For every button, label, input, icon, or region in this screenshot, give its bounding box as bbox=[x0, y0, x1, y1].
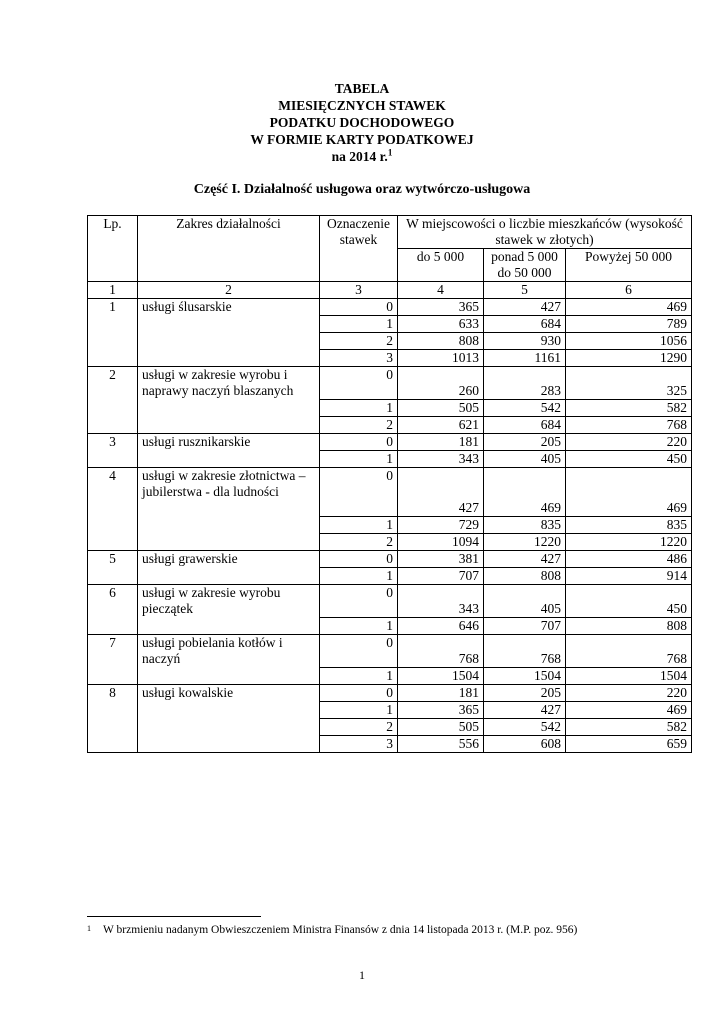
rate-value-cell: 427 bbox=[484, 551, 566, 568]
row-activity-name: usługi w zakresie wyrobu i naprawy naczyń blaszanych bbox=[138, 367, 320, 434]
rate-value-cell: 608 bbox=[484, 736, 566, 753]
header-zakres: Zakres działalności bbox=[138, 216, 320, 282]
row-lp: 6 bbox=[88, 585, 138, 635]
rate-code-cell: 2 bbox=[320, 534, 398, 551]
numbering-cell: 6 bbox=[566, 282, 692, 299]
title-line: PODATKU DOCHODOWEGO bbox=[269, 115, 455, 130]
table-row bbox=[88, 299, 692, 316]
row-lp: 8 bbox=[88, 685, 138, 753]
rate-value-cell: 1290 bbox=[566, 350, 692, 367]
title-year: na 2014 r. bbox=[331, 149, 388, 164]
rate-value-cell: 365 bbox=[398, 702, 484, 719]
rate-code-cell: 0 bbox=[320, 367, 398, 400]
rate-value-cell: 707 bbox=[398, 568, 484, 585]
rate-value-cell: 450 bbox=[566, 585, 692, 618]
rate-code-cell: 1 bbox=[320, 316, 398, 333]
rate-code-cell: 0 bbox=[320, 551, 398, 568]
rate-value-cell: 1220 bbox=[566, 534, 692, 551]
rate-value-cell: 505 bbox=[398, 719, 484, 736]
table-row bbox=[88, 434, 692, 451]
rate-value-cell: 220 bbox=[566, 434, 692, 451]
rate-value-cell: 381 bbox=[398, 551, 484, 568]
footnote-text: W brzmieniu nadanym Obwieszczeniem Ministra Finansów z dnia 14 listopada 2013 r. (M.P. poz. 956) bbox=[103, 924, 578, 936]
title-footnote-mark: 1 bbox=[387, 147, 393, 158]
row-activity-name: usługi w zakresie wyrobu pieczątek bbox=[138, 585, 320, 635]
rate-value-cell: 835 bbox=[484, 517, 566, 534]
rate-value-cell: 505 bbox=[398, 400, 484, 417]
rate-value-cell: 729 bbox=[398, 517, 484, 534]
header-col-a: do 5 000 bbox=[398, 249, 484, 282]
rate-code-cell: 1 bbox=[320, 568, 398, 585]
table-row bbox=[88, 635, 692, 668]
rate-code-cell: 2 bbox=[320, 719, 398, 736]
rate-value-cell: 405 bbox=[484, 451, 566, 468]
numbering-cell: 4 bbox=[398, 282, 484, 299]
title-line: W FORMIE KARTY PODATKOWEJ bbox=[250, 132, 474, 147]
row-activity-name: usługi kowalskie bbox=[138, 685, 320, 753]
rate-value-cell: 1094 bbox=[398, 534, 484, 551]
rate-value-cell: 930 bbox=[484, 333, 566, 350]
rate-value-cell: 181 bbox=[398, 434, 484, 451]
rate-value-cell: 1161 bbox=[484, 350, 566, 367]
rate-value-cell: 582 bbox=[566, 400, 692, 417]
rate-code-cell: 1 bbox=[320, 451, 398, 468]
rate-value-cell: 542 bbox=[484, 400, 566, 417]
row-lp: 7 bbox=[88, 635, 138, 685]
rate-value-cell: 1504 bbox=[398, 668, 484, 685]
rate-code-cell: 0 bbox=[320, 299, 398, 316]
rate-value-cell: 450 bbox=[566, 451, 692, 468]
rate-value-cell: 181 bbox=[398, 685, 484, 702]
rate-value-cell: 582 bbox=[566, 719, 692, 736]
rate-value-cell: 1220 bbox=[484, 534, 566, 551]
row-activity-name: usługi ślusarskie bbox=[138, 299, 320, 367]
rate-value-cell: 325 bbox=[566, 367, 692, 400]
rate-value-cell: 684 bbox=[484, 417, 566, 434]
section-subtitle: Część I. Działalność usługowa oraz wytwórczo-usługowa bbox=[193, 182, 531, 197]
rate-code-cell: 1 bbox=[320, 517, 398, 534]
rate-value-cell: 220 bbox=[566, 685, 692, 702]
rate-value-cell: 659 bbox=[566, 736, 692, 753]
rate-code-cell: 3 bbox=[320, 350, 398, 367]
row-lp: 4 bbox=[88, 468, 138, 551]
numbering-row bbox=[88, 282, 692, 299]
rates-table bbox=[87, 215, 692, 753]
row-lp: 2 bbox=[88, 367, 138, 434]
rate-value-cell: 405 bbox=[484, 585, 566, 618]
rate-value-cell: 469 bbox=[566, 299, 692, 316]
row-activity-name: usługi rusznikarskie bbox=[138, 434, 320, 468]
title-line: TABELA bbox=[334, 81, 390, 96]
rate-value-cell: 469 bbox=[566, 702, 692, 719]
rate-value-cell: 621 bbox=[398, 417, 484, 434]
page-number: 1 bbox=[359, 968, 365, 982]
rate-value-cell: 1013 bbox=[398, 350, 484, 367]
rate-value-cell: 365 bbox=[398, 299, 484, 316]
rate-code-cell: 0 bbox=[320, 585, 398, 618]
numbering-cell: 2 bbox=[138, 282, 320, 299]
rate-value-cell: 542 bbox=[484, 719, 566, 736]
rate-code-cell: 2 bbox=[320, 333, 398, 350]
footnote-rule bbox=[87, 916, 261, 917]
rate-code-cell: 1 bbox=[320, 702, 398, 719]
rate-value-cell: 427 bbox=[484, 702, 566, 719]
rate-value-cell: 1504 bbox=[566, 668, 692, 685]
rate-value-cell: 260 bbox=[398, 367, 484, 400]
rate-value-cell: 707 bbox=[484, 618, 566, 635]
rate-code-cell: 0 bbox=[320, 685, 398, 702]
row-lp: 5 bbox=[88, 551, 138, 585]
rate-code-cell: 1 bbox=[320, 400, 398, 417]
rate-code-cell: 0 bbox=[320, 434, 398, 451]
rate-value-cell: 768 bbox=[566, 635, 692, 668]
header-col-b: ponad 5 000 do 50 000 bbox=[484, 249, 566, 282]
rates-body bbox=[88, 299, 692, 753]
row-activity-name: usługi grawerskie bbox=[138, 551, 320, 585]
row-lp: 1 bbox=[88, 299, 138, 367]
rate-value-cell: 835 bbox=[566, 517, 692, 534]
rate-value-cell: 205 bbox=[484, 434, 566, 451]
title-line bbox=[0, 148, 724, 165]
rate-value-cell: 556 bbox=[398, 736, 484, 753]
table-row bbox=[88, 468, 692, 517]
rate-code-cell: 0 bbox=[320, 635, 398, 668]
rate-value-cell: 343 bbox=[398, 585, 484, 618]
rate-code-cell: 1 bbox=[320, 668, 398, 685]
footnote-mark: 1 bbox=[87, 924, 91, 933]
rate-value-cell: 684 bbox=[484, 316, 566, 333]
rate-code-cell: 2 bbox=[320, 417, 398, 434]
document-title bbox=[0, 80, 724, 165]
footnote bbox=[87, 924, 577, 936]
table-row bbox=[88, 585, 692, 618]
rate-value-cell: 427 bbox=[398, 468, 484, 517]
rate-code-cell: 3 bbox=[320, 736, 398, 753]
rate-value-cell: 469 bbox=[566, 468, 692, 517]
rate-value-cell: 646 bbox=[398, 618, 484, 635]
rate-value-cell: 343 bbox=[398, 451, 484, 468]
header-lp: Lp. bbox=[88, 216, 138, 282]
rate-value-cell: 808 bbox=[566, 618, 692, 635]
rate-value-cell: 768 bbox=[398, 635, 484, 668]
rate-value-cell: 808 bbox=[484, 568, 566, 585]
table-row bbox=[88, 367, 692, 400]
table-row bbox=[88, 685, 692, 702]
rate-value-cell: 205 bbox=[484, 685, 566, 702]
rate-value-cell: 768 bbox=[566, 417, 692, 434]
row-activity-name: usługi pobielania kotłów i naczyń bbox=[138, 635, 320, 685]
header-oznaczenie: Oznaczenie stawek bbox=[320, 216, 398, 282]
rate-value-cell: 486 bbox=[566, 551, 692, 568]
row-activity-name: usługi w zakresie złotnictwa – jubilerstwa - dla ludności bbox=[138, 468, 320, 551]
rate-value-cell: 633 bbox=[398, 316, 484, 333]
numbering-cell: 3 bbox=[320, 282, 398, 299]
rate-value-cell: 808 bbox=[398, 333, 484, 350]
header-col-c: Powyżej 50 000 bbox=[566, 249, 692, 282]
rate-value-cell: 427 bbox=[484, 299, 566, 316]
header-group: W miejscowości o liczbie mieszkańców (wysokość stawek w złotych) bbox=[398, 216, 692, 249]
rate-code-cell: 0 bbox=[320, 468, 398, 517]
rate-value-cell: 789 bbox=[566, 316, 692, 333]
rate-value-cell: 1504 bbox=[484, 668, 566, 685]
numbering-cell: 1 bbox=[88, 282, 138, 299]
rate-value-cell: 768 bbox=[484, 635, 566, 668]
rate-value-cell: 283 bbox=[484, 367, 566, 400]
rate-value-cell: 914 bbox=[566, 568, 692, 585]
rate-code-cell: 1 bbox=[320, 618, 398, 635]
numbering-cell: 5 bbox=[484, 282, 566, 299]
table-row bbox=[88, 551, 692, 568]
rate-value-cell: 469 bbox=[484, 468, 566, 517]
rate-value-cell: 1056 bbox=[566, 333, 692, 350]
row-lp: 3 bbox=[88, 434, 138, 468]
title-line: MIESIĘCZNYCH STAWEK bbox=[278, 98, 446, 113]
